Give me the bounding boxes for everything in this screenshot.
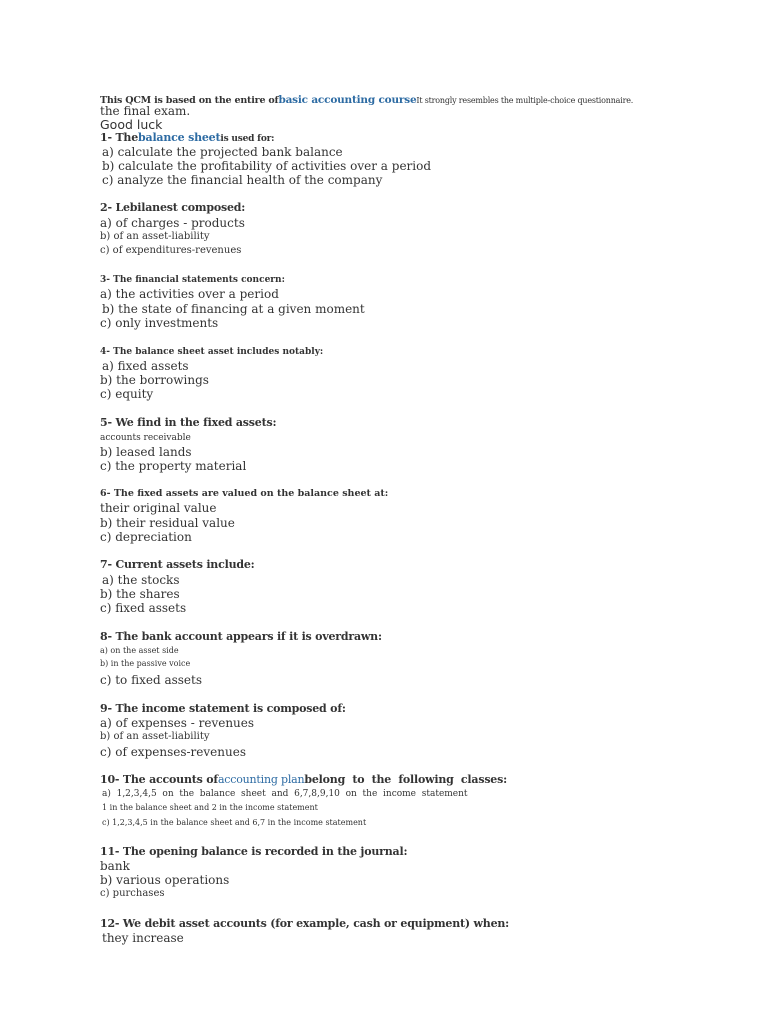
q5-option-b: b) leased lands [100,445,192,459]
question-3: 3- The financial statements concern: [100,275,285,285]
intro-note: It strongly resembles the multiple-choice questionnaire. [416,96,634,105]
balance-sheet-link[interactable]: balance sheet [138,131,221,144]
q10-suffix: belong to the following classes: [304,773,507,786]
q1-suffix: is used for: [220,134,275,144]
q6-option-a: their original value [100,501,217,515]
question-1 [100,131,274,146]
question-6: 6- The fixed assets are valued on the balance sheet at: [100,488,389,499]
q2-option-c: c) of expenditures-revenues [100,245,242,256]
accounting-plan-link[interactable]: accounting plan [217,773,305,786]
q8-option-c: c) to fixed assets [100,673,202,687]
q6-option-c: c) depreciation [100,530,192,544]
question-7: 7- Current assets include: [100,558,255,571]
q10-prefix: 10- The accounts of [100,773,218,786]
question-10 [100,773,507,787]
q9-option-c: c) of expenses-revenues [100,745,246,759]
q1-option-a: a) calculate the projected bank balance [102,145,343,159]
q4-option-b: b) the borrowings [100,373,209,387]
q6-option-b: b) their residual value [100,516,235,530]
question-11: 11- The opening balance is recorded in the journal: [100,845,408,858]
q1-option-c: c) analyze the financial health of the company [102,173,383,187]
q8-option-a: a) on the asset side [100,646,179,655]
q3-option-a: a) the activities over a period [100,287,279,301]
question-2: 2- Lebilanest composed: [100,201,246,214]
q7-option-c: c) fixed assets [100,601,187,615]
q9-option-a: a) of expenses - revenues [100,716,255,730]
intro-final-exam: the final exam. [100,104,191,118]
q7-option-a: a) the stocks [102,573,180,587]
q5-option-c: c) the property material [100,459,247,473]
q3-option-b: b) the state of financing at a given moment [102,302,365,316]
q3-option-c: c) only investments [100,316,219,330]
q7-option-b: b) the shares [100,587,180,601]
q11-option-c: c) purchases [100,888,165,899]
q5-option-a: accounts receivable [100,433,191,443]
q2-option-a: a) of charges - products [100,216,245,230]
intro-text: This QCM is based on the entire of [100,95,279,106]
q4-option-a: a) fixed assets [102,359,189,373]
q11-option-b: b) various operations [100,873,230,887]
good-luck: Good luck [100,117,163,132]
course-link[interactable]: basic accounting course [278,94,417,106]
q11-option-a: bank [100,859,130,873]
q10-option-a: a) 1,2,3,4,5 on the balance sheet and 6,7,8,9,10 on the income statement [102,789,468,799]
question-5: 5- We find in the fixed assets: [100,416,277,429]
q10-option-b: 1 in the balance sheet and 2 in the income statement [102,803,318,812]
q1-option-b: b) calculate the profitability of activities over a period [102,159,432,173]
q8-option-b: b) in the passive voice [100,659,191,668]
q12-option-a: they increase [102,931,184,945]
q9-option-b: b) of an asset-liability [100,731,210,742]
question-4: 4- The balance sheet asset includes notably: [100,347,324,357]
question-8: 8- The bank account appears if it is overdrawn: [100,630,382,643]
q10-option-c: c) 1,2,3,4,5 in the balance sheet and 6,7 in the income statement [102,818,367,827]
question-9: 9- The income statement is composed of: [100,702,346,715]
question-12: 12- We debit asset accounts (for example, cash or equipment) when: [100,917,510,930]
q1-prefix: 1- The [100,131,139,144]
q2-option-b: b) of an asset-liability [100,231,210,242]
q4-option-c: c) equity [100,387,154,401]
